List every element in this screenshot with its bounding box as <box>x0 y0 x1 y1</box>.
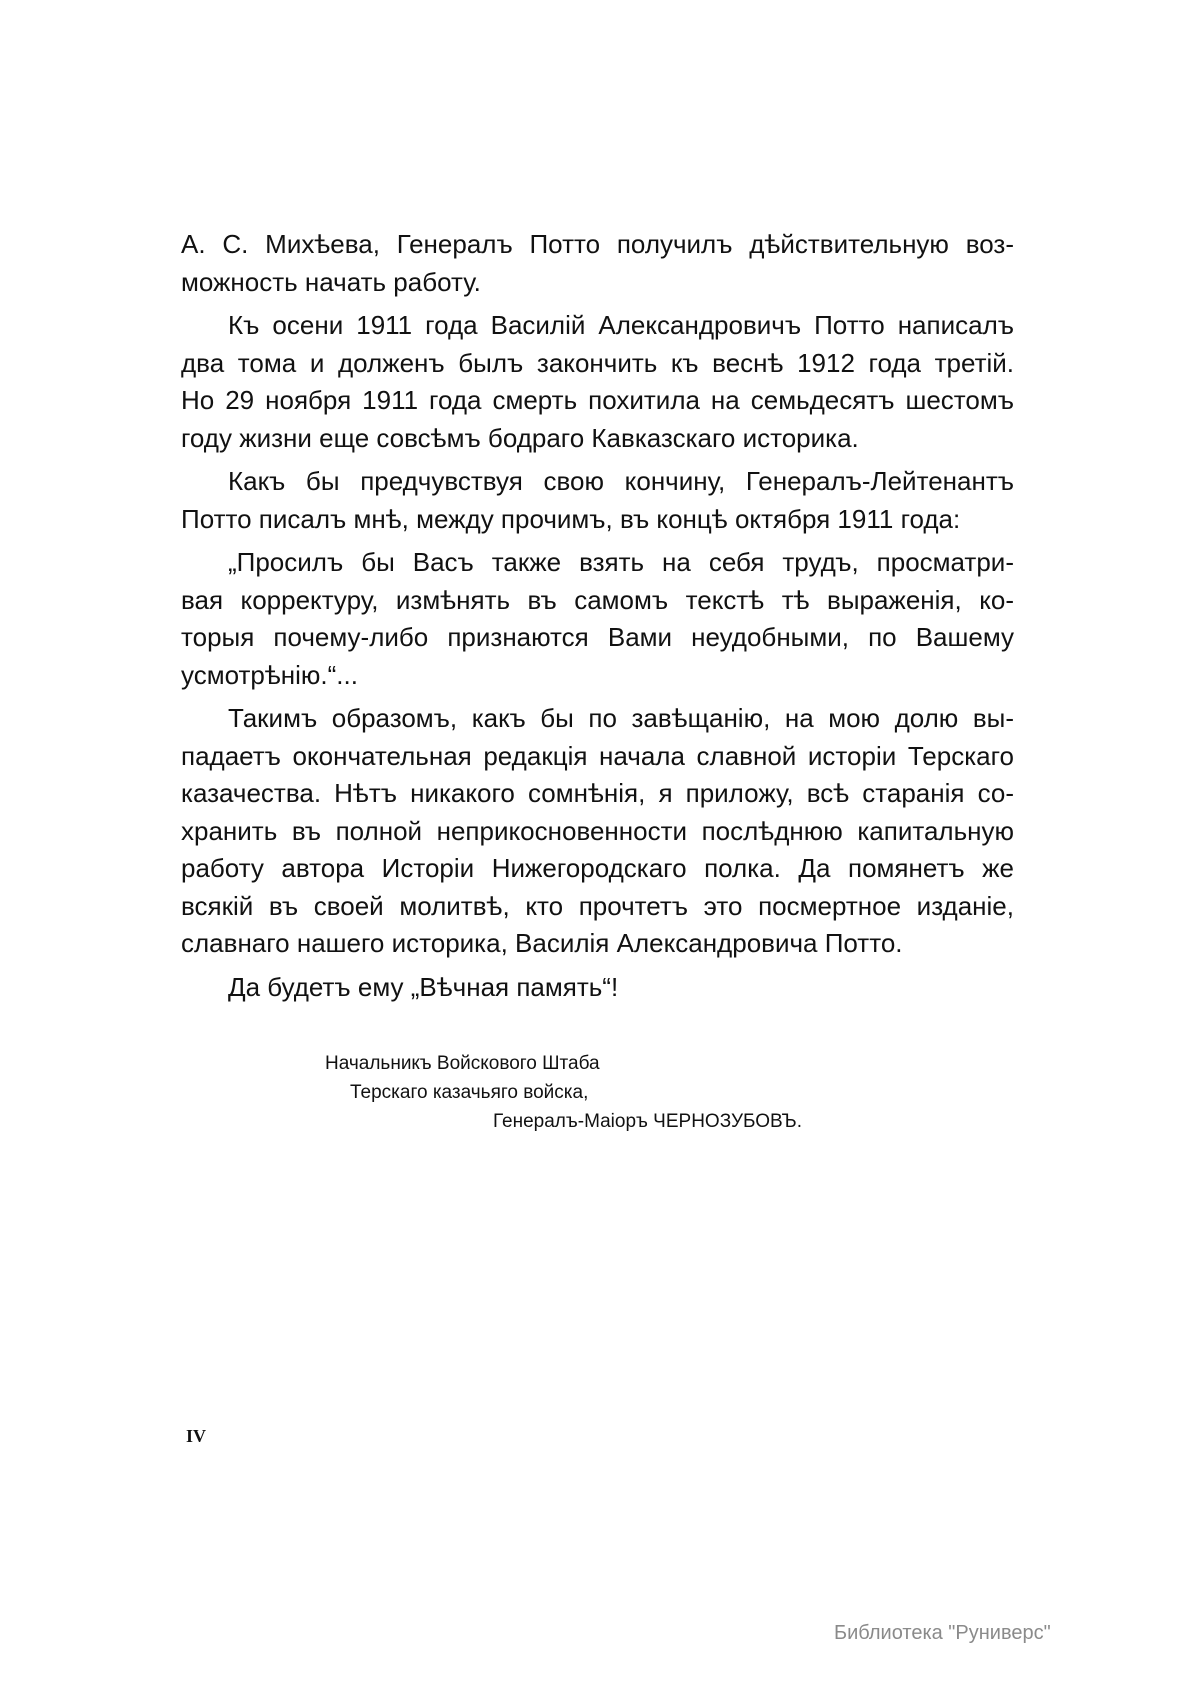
text-line: Такимъ образомъ, какъ бы по завѣщанію, на мою долю вы- <box>228 703 1014 733</box>
text-line: славнаго нашего историка, Василія Александровича Потто. <box>181 928 903 958</box>
text-line: усмотрѣнію.“... <box>181 659 358 690</box>
text-line: можность начать работу. <box>181 266 481 297</box>
text-line: торыя почему-либо признаются Вами неудобными, по Вашему <box>181 622 1014 652</box>
text-line: Да будетъ ему „Вѣчная память“! <box>228 971 619 1002</box>
text-line: Какъ бы предчувствуя свою кончину, Генералъ-Лейтенантъ <box>228 466 1014 496</box>
paragraph <box>181 969 1014 1007</box>
text-line: году жизни еще совсѣмъ бодраго Кавказскаго историка. <box>181 422 859 453</box>
body-text <box>181 226 1014 1012</box>
library-watermark: Библиотека "Руниверс" <box>834 1622 1051 1644</box>
text-line: всякій въ своей молитвѣ, кто прочтетъ это посмертное изданіе, <box>181 890 1014 921</box>
signature-title: Начальникъ Войскового Штаба <box>325 1053 600 1074</box>
page-number: IV <box>186 1426 207 1446</box>
signature-name: Генералъ-Маіоръ ЧЕРНОЗУБОВЪ. <box>493 1111 802 1132</box>
paragraph <box>181 700 1014 963</box>
text-line: падаетъ окончательная редакція начала славной исторіи Терскаго <box>181 740 1014 771</box>
text-line: „Просилъ бы Васъ также взять на себя трудъ, просматри- <box>228 547 1014 577</box>
text-line: вая корректуру, измѣнять въ самомъ текстѣ тѣ выраженія, ко- <box>181 584 1014 615</box>
text-line: два тома и долженъ былъ закончить къ веснѣ 1912 года третій. <box>181 347 1014 378</box>
signature-unit: Терскаго казачьяго войска, <box>350 1082 589 1103</box>
paragraph <box>181 544 1014 694</box>
text-line: А. С. Михѣева, Генералъ Потто получилъ дѣйствительную воз- <box>181 229 1014 259</box>
paragraph <box>181 307 1014 457</box>
text-line: хранить въ полной неприкосновенности послѣднюю капитальную <box>181 815 1014 846</box>
text-line: работу автора Исторіи Нижегородскаго полка. Да помянетъ же <box>181 853 1014 883</box>
paragraph <box>181 226 1014 301</box>
text-line: Но 29 ноября 1911 года смерть похитила на семьдесятъ шестомъ <box>181 385 1014 415</box>
text-line: Потто писалъ мнѣ, между прочимъ, въ концѣ октября 1911 года: <box>181 503 961 534</box>
text-line: Къ осени 1911 года Василій Александровичъ Потто написалъ <box>228 310 1014 340</box>
paragraph <box>181 463 1014 538</box>
text-line: казачества. Нѣтъ никакого сомнѣнія, я приложу, всѣ старанія со- <box>181 778 1014 808</box>
